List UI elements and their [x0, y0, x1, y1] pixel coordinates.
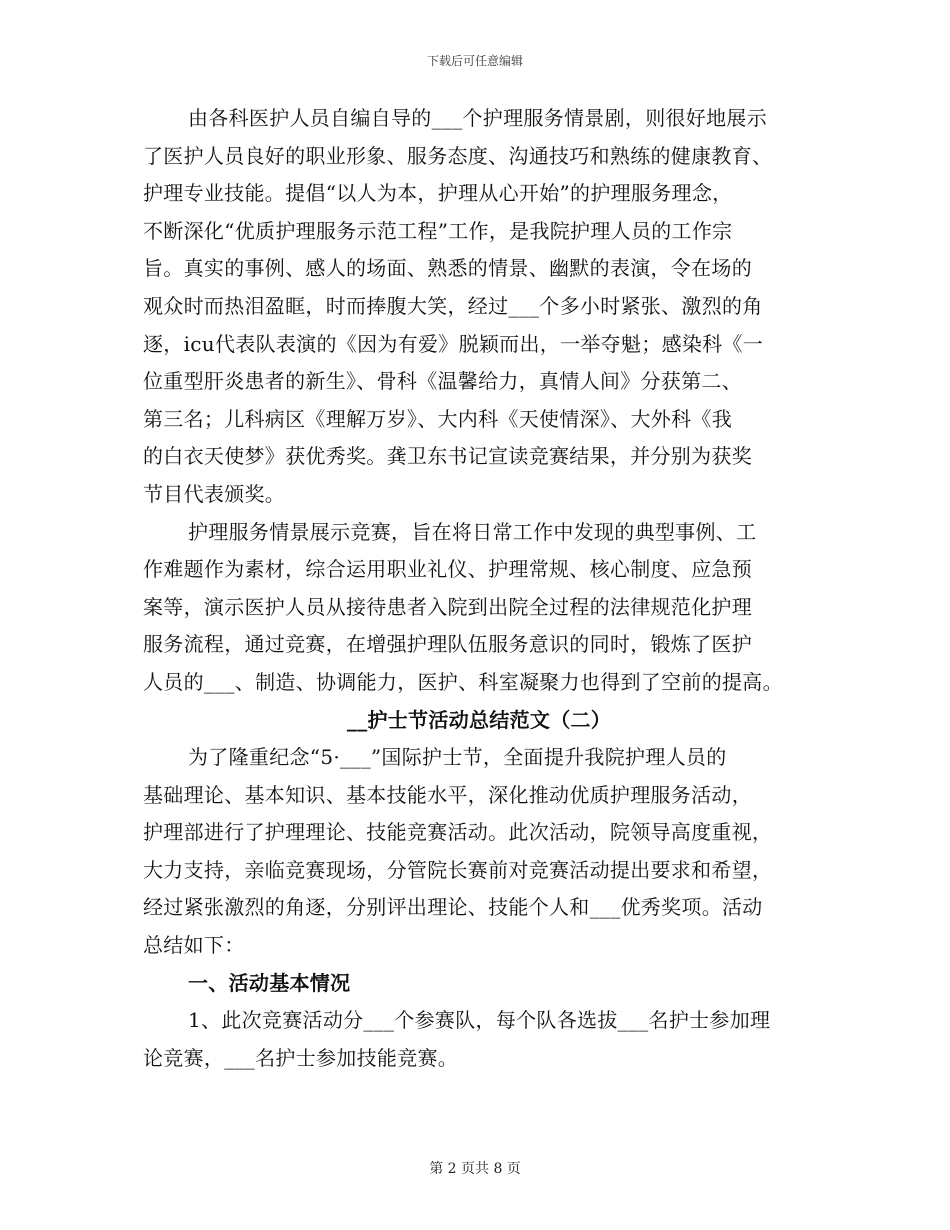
- text-line: 护理服务情景展示竞赛，旨在将日常工作中发现的典型事例、工: [188, 519, 757, 544]
- text-line: 为了隆重纪念“5·___”国际护士节，全面提升我院护理人员的: [188, 745, 727, 770]
- text-line: 护理部进行了护理理论、技能竞赛活动。此次活动，院领导高度重视，: [143, 820, 773, 845]
- text-line: 观众时而热泪盈眶，时而捧腹大笑，经过___个多小时紧张、激烈的角: [143, 293, 763, 318]
- paragraph-2: [143, 514, 815, 702]
- paragraph-3: [143, 739, 815, 965]
- subheading: 一、活动基本情况: [188, 970, 351, 995]
- text-line: 的白衣天使梦》获优秀奖。龚卫东书记宣读竞赛结果，并分别为获奖: [143, 444, 752, 469]
- document-body: [143, 100, 815, 1077]
- text-line: 案等，演示医护人员从接待患者入院到出院全过程的法律规范化护理: [143, 594, 752, 619]
- text-line: 基础理论、基本知识、基本技能水平，深化推动优质护理服务活动，: [143, 782, 752, 807]
- text-line: 经过紧张激烈的角逐，分别评出理论、技能个人和___优秀奖项。活动: [143, 895, 763, 920]
- text-line: 了医护人员良好的职业形象、服务态度、沟通技巧和熟练的健康教育、: [143, 143, 773, 168]
- paragraph-1: [143, 100, 815, 514]
- text-line: 旨。真实的事例、感人的场面、熟悉的情景、幽默的表演，令在场的: [143, 256, 752, 281]
- page-footer: 第 2 页共 8 页: [429, 1161, 521, 1177]
- text-line: 由各科医护人员自编自导的___个护理服务情景剧，则很好地展示: [188, 106, 767, 130]
- text-line: 总结如下：: [143, 933, 245, 958]
- text-line: 服务流程，通过竞赛，在增强护理队伍服务意识的同时，锻炼了医护: [143, 632, 752, 657]
- text-line: 1、此次竞赛活动分___个参赛队，每个队各选拔___名护士参加理: [188, 1008, 771, 1033]
- text-line: 人员的___、制造、协调能力，医护、科室凝聚力也得到了空前的提高。: [143, 669, 783, 694]
- paragraph-4: [143, 1002, 815, 1077]
- text-line: 大力支持，亲临竞赛现场，分管院长赛前对竞赛活动提出要求和希望，: [143, 857, 773, 882]
- text-line: 节目代表颁奖。: [143, 481, 286, 506]
- text-line: 位重型肝炎患者的新生》、骨科《温馨给力，真情人间》分获第二、: [143, 369, 742, 394]
- text-line: 第三名；儿科病区《理解万岁》、大内科《天使情深》、大外科《我: [143, 406, 732, 431]
- text-line: 作难题作为素材，综合运用职业礼仪、护理常规、核心制度、应急预: [143, 557, 752, 582]
- page-header: 下载后可任意编辑: [426, 54, 523, 68]
- text-line: 逐，icu代表队表演的《因为有爱》脱颖而出，一举夺魁；感染科《一: [143, 331, 764, 356]
- text-line: 护理专业技能。提倡“以人为本，护理从心开始”的护理服务理念，: [143, 181, 733, 206]
- text-line: 不断深化“优质护理服务示范工程”工作，是我院护理人员的工作宗: [143, 218, 733, 243]
- text-line: 论竞赛，___名护士参加技能竞赛。: [143, 1045, 459, 1070]
- section-title: __护士节活动总结范文（二）: [346, 707, 612, 732]
